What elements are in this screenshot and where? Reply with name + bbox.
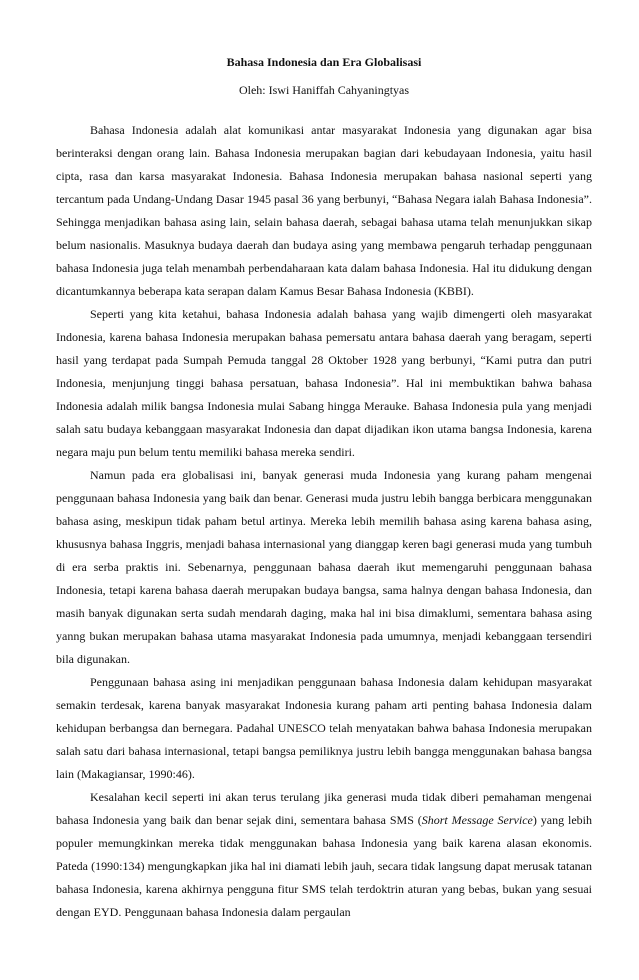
document-author: Oleh: Iswi Haniffah Cahyaningtyas: [238, 83, 410, 97]
paragraph-5-text-after: ) yang lebih populer memungkinkan mereka tidak menggunakan bahasa Indonesia yang baik karena alasan ekonomis. Pateda (1990:134) mengungkapkan jika hal ini diamati lebih jauh, secara tidak langsung dapat merusak tatanan bahasa Indonesia, karena akhirnya pengguna fitur SMS telah terdoktrin aturan yang bebas, bukan yang sesuai dengan EYD. Penggunaan bahasa Indonesia dalam pergaulan: [56, 813, 592, 919]
paragraph-2: Seperti yang kita ketahui, bahasa Indonesia adalah bahasa yang wajib dimengerti oleh masyarakat Indonesia, karena bahasa Indonesia merupakan bahasa pemersatu antara bahasa daerah yang beragam, seperti hasil yang terdapat pada Sumpah Pemuda tanggal 28 Oktober 1928 yang berbunyi, “Kami putra dan putri Indonesia, menjunjung tinggi bahasa persatuan, bahasa Indonesia”. Hal ini membuktikan bahwa bahasa Indonesia adalah milik bangsa Indonesia mulai Sabang hingga Merauke. Bahasa Indonesia pula yang menjadi salah satu budaya kebanggaan masyarakat Indonesia dan dapat dijadikan ikon utama bangsa Indonesia, karena negara maju pun belum tentu memiliki bahasa mereka sendiri.: [56, 307, 592, 459]
paragraph-5-italic-term: Short Message Service: [421, 813, 533, 827]
document-title: Bahasa Indonesia dan Era Globalisasi: [226, 55, 422, 69]
paragraph-5: [56, 786, 592, 924]
paragraph-3: Namun pada era globalisasi ini, banyak generasi muda Indonesia yang kurang paham mengenai penggunaan bahasa Indonesia yang baik dan benar. Generasi muda justru lebih bangga berbicara menggunakan bahasa asing, meskipun tidak paham betul artinya. Mereka lebih memilih bahasa asing karena bahasa asing, khususnya bahasa Inggris, menjadi bahasa internasional yang dianggap keren bagi generasi muda yang tumbuh di era serba praktis ini. Sebenarnya, penggunaan bahasa daerah ikut memengaruhi penggunaan bahasa Indonesia, tetapi karena bahasa daerah merupakan budaya bangsa, sama halnya dengan bahasa Indonesia, dan masih banyak digunakan serta sudah mendarah daging, maka hal ini bisa dimaklumi, sementara bahasa asing yanng bukan merupakan bahasa utama masyarakat Indonesia pada umumnya, menjadi kebanggaan tersendiri bila digunakan.: [56, 468, 592, 666]
paragraph-1: Bahasa Indonesia adalah alat komunikasi antar masyarakat Indonesia yang digunakan agar bisa berinteraksi dengan orang lain. Bahasa Indonesia merupakan bagian dari kebudayaan Indonesia, yaitu hasil cipta, rasa dan karsa masyarakat Indonesia. Bahasa Indonesia merupakan bahasa nasional seperti yang tercantum pada Undang-Undang Dasar 1945 pasal 36 yang berbunyi, “Bahasa Negara ialah Bahasa Indonesia”. Sehingga menjadikan bahasa asing lain, selain bahasa daerah, sebagai bahasa utama telah menunjukkan sikap belum nasionalis. Masuknya budaya daerah dan budaya asing yang membawa pengaruh terhadap penggunaan bahasa Indonesia juga telah menambah perbendaharaan kata dalam bahasa Indonesia. Hal itu didukung dengan dicantumkannya beberapa kata serapan dalam Kamus Besar Bahasa Indonesia (KBBI).: [56, 123, 592, 298]
paragraph-5-text-before: Kesalahan kecil seperti ini akan terus terulang jika generasi muda tidak diberi pemahaman mengenai bahasa Indonesia yang baik dan benar sejak dini, sementara bahasa SMS (: [56, 790, 592, 827]
paragraph-4: Penggunaan bahasa asing ini menjadikan penggunaan bahasa Indonesia dalam kehidupan masyarakat semakin terdesak, karena banyak masyarakat Indonesia kurang paham arti penting bahasa Indonesia dalam kehidupan berbangsa dan bernegara. Padahal UNESCO telah menyatakan bahwa bahasa Indonesia merupakan salah satu dari bahasa internasional, tetapi bangsa pemiliknya justru lebih bangga menggunakan bahasa bangsa lain (Makagiansar, 1990:46).: [56, 675, 592, 781]
